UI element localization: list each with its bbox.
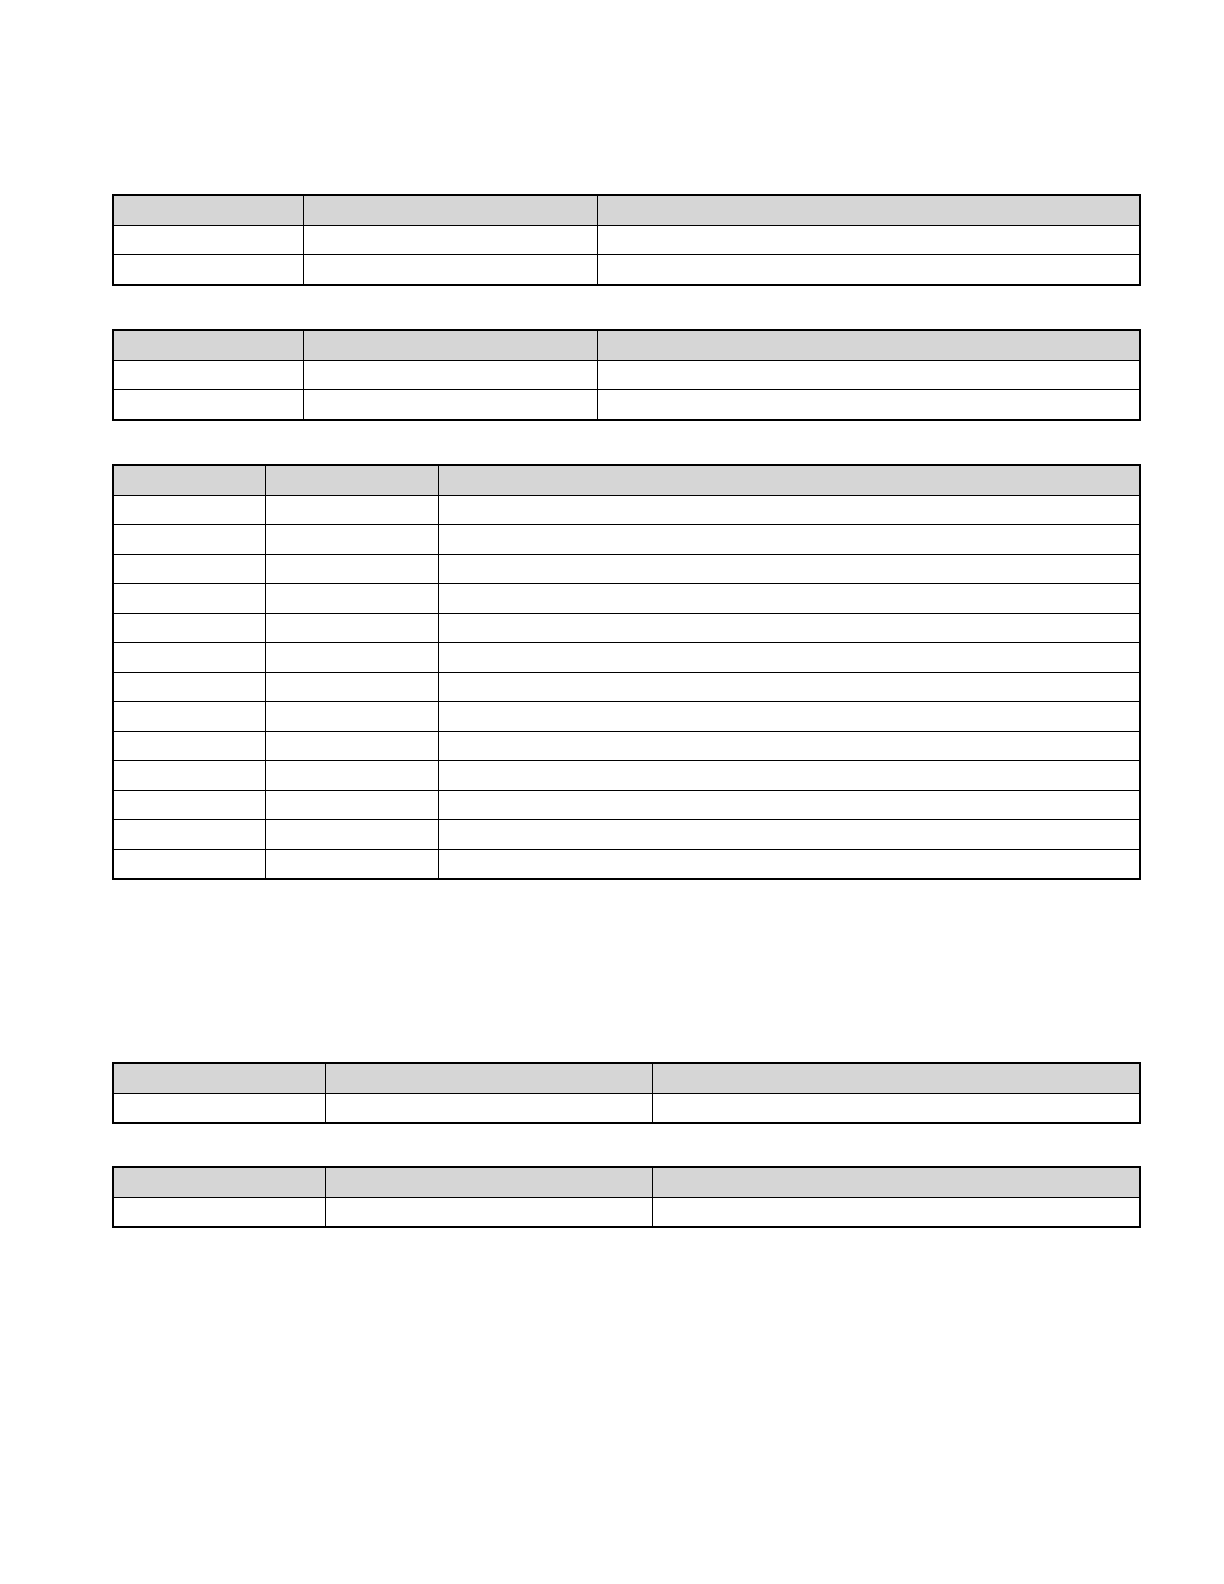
header-cell bbox=[325, 1063, 652, 1093]
table-row bbox=[113, 849, 1140, 879]
table-header-row bbox=[113, 330, 1140, 360]
header-cell bbox=[438, 465, 1140, 495]
header-cell bbox=[113, 1167, 325, 1197]
table-cell bbox=[438, 702, 1140, 732]
header-cell bbox=[652, 1167, 1140, 1197]
table-cell bbox=[113, 390, 303, 420]
table-1 bbox=[112, 194, 1141, 286]
table-cell bbox=[265, 672, 438, 702]
table-row bbox=[113, 495, 1140, 525]
table-row bbox=[113, 1093, 1140, 1123]
table-cell bbox=[597, 390, 1140, 420]
table-cell bbox=[438, 613, 1140, 643]
table-cell bbox=[438, 731, 1140, 761]
table-cell bbox=[113, 1093, 325, 1123]
table-cell bbox=[113, 820, 265, 850]
table-row bbox=[113, 225, 1140, 255]
table-cell bbox=[265, 820, 438, 850]
header-cell bbox=[325, 1167, 652, 1197]
table-cell bbox=[438, 849, 1140, 879]
header-cell bbox=[113, 195, 303, 225]
table-row bbox=[113, 1197, 1140, 1227]
table-row bbox=[113, 360, 1140, 390]
table-cell bbox=[303, 390, 597, 420]
table-cell bbox=[113, 613, 265, 643]
table-cell bbox=[265, 790, 438, 820]
table-cell bbox=[265, 702, 438, 732]
table-row bbox=[113, 731, 1140, 761]
table-cell bbox=[113, 761, 265, 791]
table-cell bbox=[265, 731, 438, 761]
table-cell bbox=[113, 672, 265, 702]
table-cell bbox=[303, 225, 597, 255]
table-cell bbox=[652, 1197, 1140, 1227]
table-cell bbox=[113, 495, 265, 525]
table-cell bbox=[113, 731, 265, 761]
table-header-row bbox=[113, 465, 1140, 495]
table-cell bbox=[438, 790, 1140, 820]
header-cell bbox=[652, 1063, 1140, 1093]
table-cell bbox=[265, 849, 438, 879]
table-4 bbox=[112, 1062, 1141, 1124]
table-cell bbox=[113, 1197, 325, 1227]
table-cell bbox=[113, 225, 303, 255]
table-header-row bbox=[113, 195, 1140, 225]
table-cell bbox=[113, 525, 265, 555]
table-row bbox=[113, 643, 1140, 673]
table-cell bbox=[265, 554, 438, 584]
header-cell bbox=[597, 195, 1140, 225]
table-cell bbox=[113, 584, 265, 614]
table-row bbox=[113, 790, 1140, 820]
table-cell bbox=[113, 790, 265, 820]
table-cell bbox=[265, 525, 438, 555]
table-cell bbox=[325, 1093, 652, 1123]
header-cell bbox=[113, 465, 265, 495]
table-cell bbox=[113, 702, 265, 732]
header-cell bbox=[113, 330, 303, 360]
table-cell bbox=[265, 643, 438, 673]
table-row bbox=[113, 702, 1140, 732]
table-cell bbox=[265, 584, 438, 614]
table-cell bbox=[113, 554, 265, 584]
table-cell bbox=[438, 584, 1140, 614]
table-cell bbox=[438, 761, 1140, 791]
table-cell bbox=[438, 643, 1140, 673]
header-cell bbox=[303, 330, 597, 360]
table-2 bbox=[112, 329, 1141, 421]
table-cell bbox=[652, 1093, 1140, 1123]
table-cell bbox=[303, 255, 597, 285]
table-cell bbox=[438, 820, 1140, 850]
table-row bbox=[113, 613, 1140, 643]
table-header-row bbox=[113, 1063, 1140, 1093]
table-cell bbox=[265, 613, 438, 643]
table-5 bbox=[112, 1166, 1141, 1228]
table-row bbox=[113, 554, 1140, 584]
table-cell bbox=[438, 525, 1140, 555]
table-cell bbox=[113, 360, 303, 390]
table-cell bbox=[438, 554, 1140, 584]
header-cell bbox=[597, 330, 1140, 360]
table-cell bbox=[597, 255, 1140, 285]
table-row bbox=[113, 255, 1140, 285]
table-row bbox=[113, 761, 1140, 791]
table-cell bbox=[113, 849, 265, 879]
table-cell bbox=[113, 255, 303, 285]
table-cell bbox=[438, 672, 1140, 702]
table-cell bbox=[303, 360, 597, 390]
table-row bbox=[113, 672, 1140, 702]
table-row bbox=[113, 390, 1140, 420]
header-cell bbox=[265, 465, 438, 495]
table-header-row bbox=[113, 1167, 1140, 1197]
header-cell bbox=[303, 195, 597, 225]
table-row bbox=[113, 584, 1140, 614]
table-cell bbox=[265, 761, 438, 791]
table-3 bbox=[112, 464, 1141, 880]
table-row bbox=[113, 525, 1140, 555]
table-cell bbox=[113, 643, 265, 673]
table-cell bbox=[265, 495, 438, 525]
table-cell bbox=[597, 225, 1140, 255]
header-cell bbox=[113, 1063, 325, 1093]
table-cell bbox=[325, 1197, 652, 1227]
table-cell bbox=[438, 495, 1140, 525]
table-cell bbox=[597, 360, 1140, 390]
table-row bbox=[113, 820, 1140, 850]
